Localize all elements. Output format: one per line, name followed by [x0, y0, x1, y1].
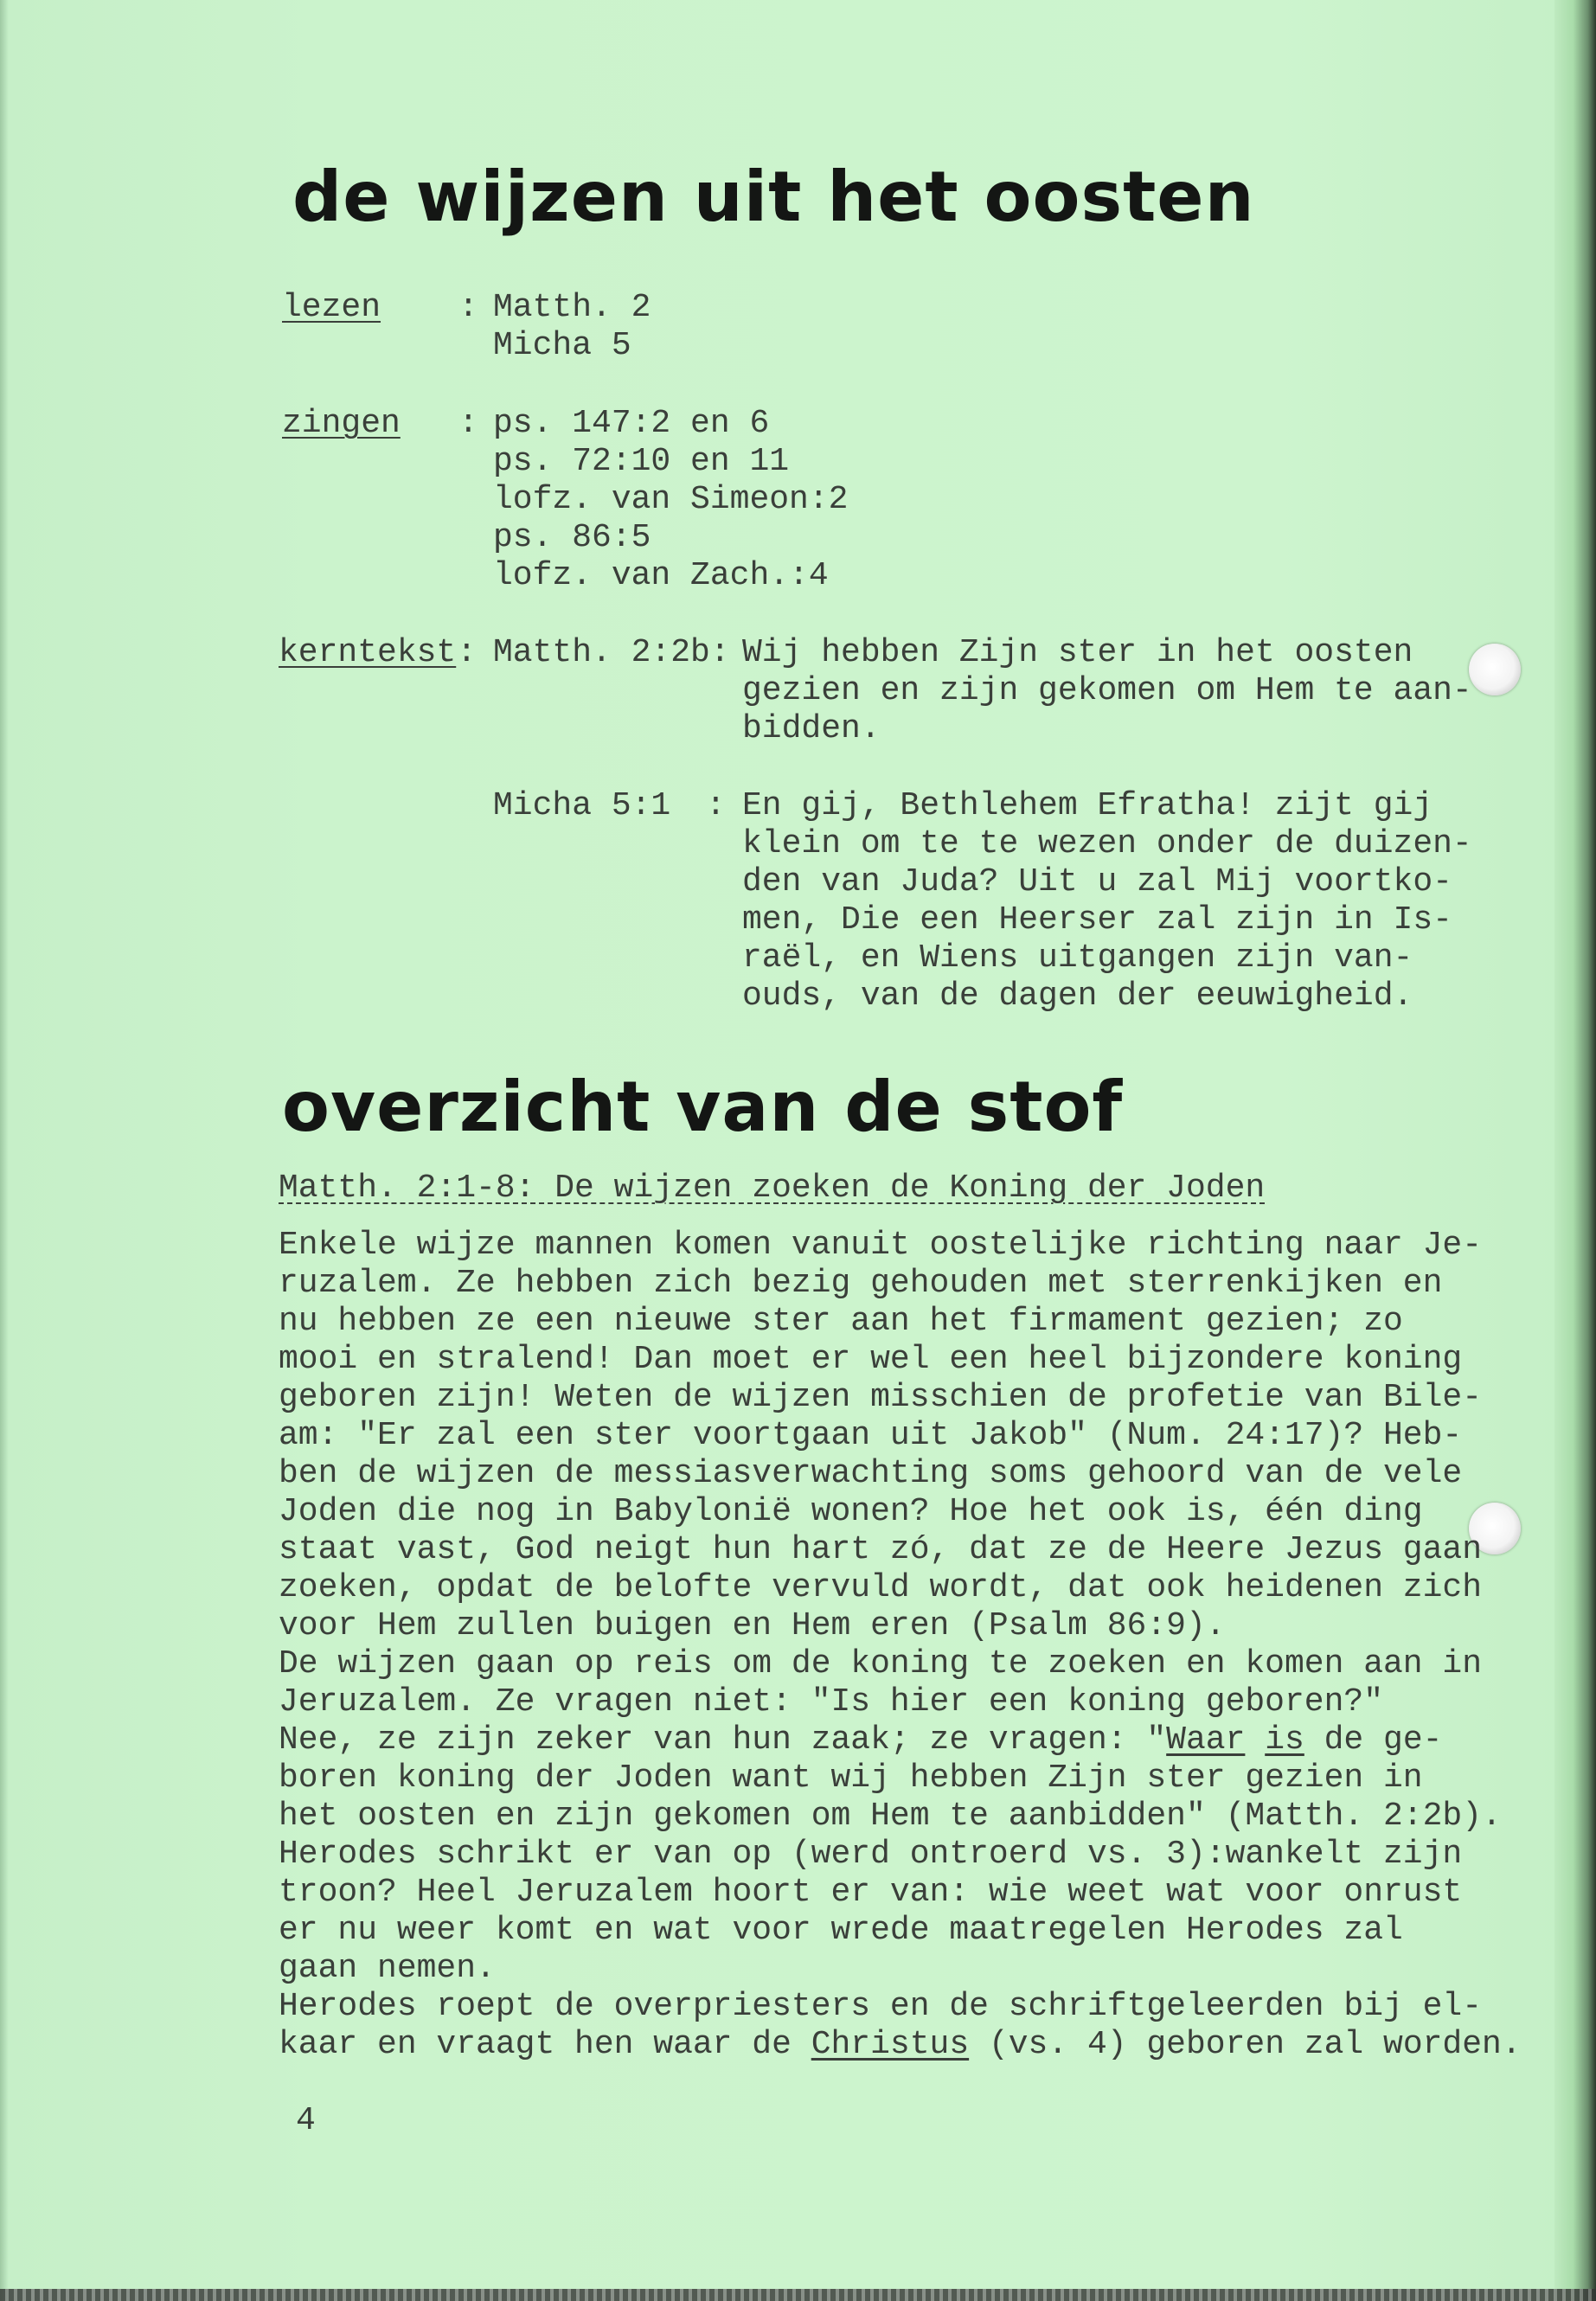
kerntekst-line: bidden. — [742, 710, 881, 747]
zingen-item: ps. 86:5 — [493, 519, 651, 556]
section-subheading: Matth. 2:1-8: De wijzen zoeken de Koning der Joden — [279, 1170, 1266, 1207]
kerntekst-line: Wij hebben Zijn ster in het oosten — [742, 634, 1413, 671]
body-line — [279, 1721, 1522, 1759]
lezen-item: Micha 5 — [493, 327, 631, 364]
kerntekst-text-2 — [742, 787, 1472, 1016]
body-line: Herodes roept de overpriesters en de schriftgeleerden bij el- — [279, 1988, 1483, 2025]
zingen-label: zingen — [282, 405, 401, 442]
kerntekst-line: raël, en Wiens uitgangen zijn van- — [742, 939, 1413, 977]
underlined-word: Christus — [811, 2026, 970, 2063]
body-line: gaan nemen. — [279, 1950, 496, 1987]
kerntekst-line: En gij, Bethlehem Efratha! zijt gij — [742, 787, 1433, 824]
body-line: er nu weer komt en wat voor wrede maatregelen Herodes zal — [279, 1912, 1403, 1949]
underlined-word: is — [1265, 1721, 1304, 1759]
body-line: ben de wijzen de messiasverwachting soms gehoord van de vele — [279, 1455, 1463, 1492]
lezen-item: Matth. 2 — [493, 289, 651, 326]
kerntekst-line: ouds, van de dagen der eeuwigheid. — [742, 977, 1413, 1015]
lezen-label: lezen — [282, 289, 381, 326]
zingen-item: lofz. van Zach.:4 — [493, 557, 829, 594]
zingen-item: lofz. van Simeon:2 — [493, 481, 849, 518]
kerntekst-ref-1: Matth. 2:2b: — [493, 634, 730, 671]
page-right-edge — [1554, 0, 1596, 2301]
body-line: Jeruzalem. Ze vragen niet: "Is hier een koning geboren?" — [279, 1683, 1384, 1721]
body-text-fragment: kaar en vraagt hen waar de — [279, 2026, 811, 2063]
kerntekst-text-1 — [742, 634, 1472, 748]
page-left-edge — [0, 0, 9, 2301]
body-line: boren koning der Joden want wij hebben Zijn ster gezien in — [279, 1759, 1423, 1797]
lezen-colon: : — [458, 289, 478, 326]
body-line: nu hebben ze een nieuwe ster aan het firmament gezien; zo — [279, 1303, 1403, 1340]
kerntekst-line: men, Die een Heerser zal zijn in Is- — [742, 901, 1452, 939]
zingen-list — [493, 405, 848, 595]
body-line: troon? Heel Jeruzalem hoort er van: wie weet wat voor onrust — [279, 1874, 1463, 1911]
body-text — [279, 1227, 1522, 2064]
kerntekst-line: klein om te te wezen onder de duizen- — [742, 825, 1472, 862]
body-line: Herodes schrikt er van op (werd ontroerd vs. 3):wankelt zijn — [279, 1836, 1463, 1873]
underlined-word: Waar — [1166, 1721, 1246, 1759]
section-heading: overzicht van de stof — [282, 1067, 1124, 1147]
kerntekst-colon-2: : — [706, 787, 726, 824]
body-line: Enkele wijze mannen komen vanuit oostelijke richting naar Je- — [279, 1227, 1483, 1264]
kerntekst-line: gezien en zijn gekomen om Hem te aan- — [742, 672, 1472, 709]
zingen-item: ps. 147:2 en 6 — [493, 405, 770, 442]
body-line: voor Hem zullen buigen en Hem eren (Psalm 86:9). — [279, 1607, 1226, 1644]
body-line — [279, 2026, 1522, 2064]
lezen-list — [493, 289, 651, 365]
zingen-item: ps. 72:10 en 11 — [493, 443, 790, 480]
body-line: mooi en stralend! Dan moet er wel een heel bijzondere koning — [279, 1341, 1463, 1378]
page-number: 4 — [296, 2102, 316, 2139]
body-line: am: "Er zal een ster voortgaan uit Jakob" (Num. 24:17)? Heb- — [279, 1417, 1463, 1454]
body-line: Joden die nog in Babylonië wonen? Hoe het ook is, één ding — [279, 1493, 1423, 1530]
kerntekst-label: kerntekst — [279, 634, 457, 671]
body-line: ruzalem. Ze hebben zich bezig gehouden met sterrenkijken en — [279, 1265, 1443, 1302]
body-text-fragment: de ge- — [1304, 1721, 1443, 1759]
body-text-fragment: (vs. 4) geboren zal worden. — [969, 2026, 1522, 2063]
kerntekst-line: den van Juda? Uit u zal Mij voortko- — [742, 863, 1452, 901]
body-line: staat vast, God neigt hun hart zó, dat ze de Heere Jezus gaan — [279, 1531, 1483, 1568]
page-bottom-edge — [0, 2289, 1596, 2301]
body-text-fragment: Nee, ze zijn zeker van hun zaak; ze vragen: " — [279, 1721, 1167, 1759]
body-line: De wijzen gaan op reis om de koning te zoeken en komen aan in — [279, 1645, 1483, 1682]
body-text-fragment — [1245, 1721, 1265, 1759]
page-title: de wijzen uit het oosten — [292, 157, 1255, 237]
body-line: zoeken, opdat de belofte vervuld wordt, dat ook heidenen zich — [279, 1569, 1483, 1606]
body-line: geboren zijn! Weten de wijzen misschien de profetie van Bile- — [279, 1379, 1483, 1416]
punch-hole-top — [1469, 644, 1521, 695]
body-line: het oosten en zijn gekomen om Hem te aanbidden" (Matth. 2:2b). — [279, 1798, 1502, 1835]
zingen-colon: : — [458, 405, 478, 442]
kerntekst-ref-2: Micha 5:1 — [493, 787, 671, 824]
kerntekst-colon: : — [457, 634, 477, 671]
